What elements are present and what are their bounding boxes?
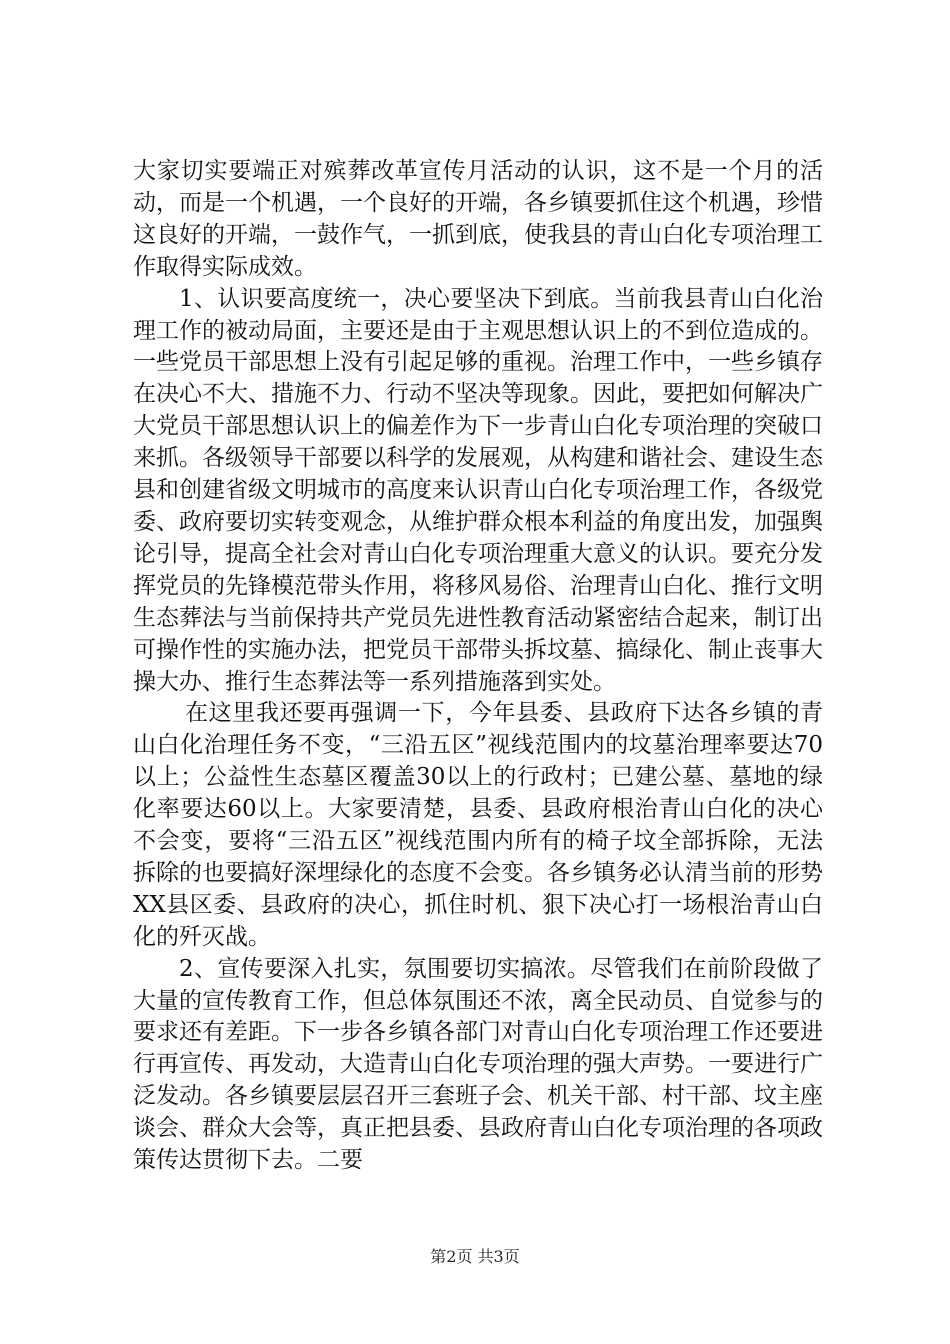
paragraph-intro: 大家切实要端正对殡葬改革宣传月活动的认识，这不是一个月的活动，而是一个机遇，一个良好的开端，各乡镇要抓住这个机遇，珍惜这良好的开端，一鼓作气，一抓到底，使我县的青山白化专项治理工作取得实际成效。: [133, 158, 823, 280]
paragraph-emphasis: 在这里我还要再强调一下，今年县委、县政府下达各乡镇的青山白化治理任务不变，“三沿五区”视线范围内的坟墓治理率要达70以上；公益性生态墓区覆盖30以上的行政村；已建公墓、墓地的绿化率要达60以上。大家要清楚，县委、县政府根治青山白化的决心不会变，要将“三沿五区”视线范围内所有的椅子坟全部拆除，无法拆除的也要搞好深埋绿化的态度不会变。各乡镇务必认清当前的形势XX县区委、县政府的决心，抓住时机、狠下决心打一场根治青山白化的歼灭战。: [133, 700, 823, 950]
paragraph-point-2: 2、宣传要深入扎实，氛围要切实搞浓。尽管我们在前阶段做了大量的宣传教育工作，但总体氛围还不浓，离全民动员、自觉参与的要求还有差距。下一步各乡镇各部门对青山白化专项治理工作还要进行再宣传、再发动，大造青山白化专项治理的强大声势。一要进行广泛发动。各乡镇要层层召开三套班子会、机关干部、村干部、坟主座谈会、群众大会等，真正把县委、县政府青山白化专项治理的各项政策传达贯彻下去。二要: [133, 955, 823, 1174]
page-number-footer: 第2页 共3页: [430, 1247, 520, 1266]
paragraph-point-1: 1、认识要高度统一，决心要坚决下到底。当前我县青山白化治理工作的被动局面，主要还是由于主观思想认识上的不到位造成的。一些党员干部思想上没有引起足够的重视。治理工作中，一些乡镇存在决心不大、措施不力、行动不坚决等现象。因此，要把如何解决广大党员干部思想认识上的偏差作为下一步青山白化专项治理的突破口来抓。各级领导干部要以科学的发展观，从构建和谐社会、建设生态县和创建省级文明城市的高度来认识青山白化专项治理工作，各级党委、政府要切实转变观念，从维护群众根本利益的角度出发，加强舆论引导，提高全社会对青山白化专项治理重大意义的认识。要充分发挥党员的先锋模范带头作用，将移风易俗、治理青山白化、推行文明生态葬法与当前保持共产党员先进性教育活动紧密结合起来，制订出可操作性的实施办法，把党员干部带头拆坟墓、搞绿化、制止丧事大操大办、推行生态葬法等一系列措施落到实处。: [133, 285, 823, 695]
document-body: [133, 156, 823, 1177]
